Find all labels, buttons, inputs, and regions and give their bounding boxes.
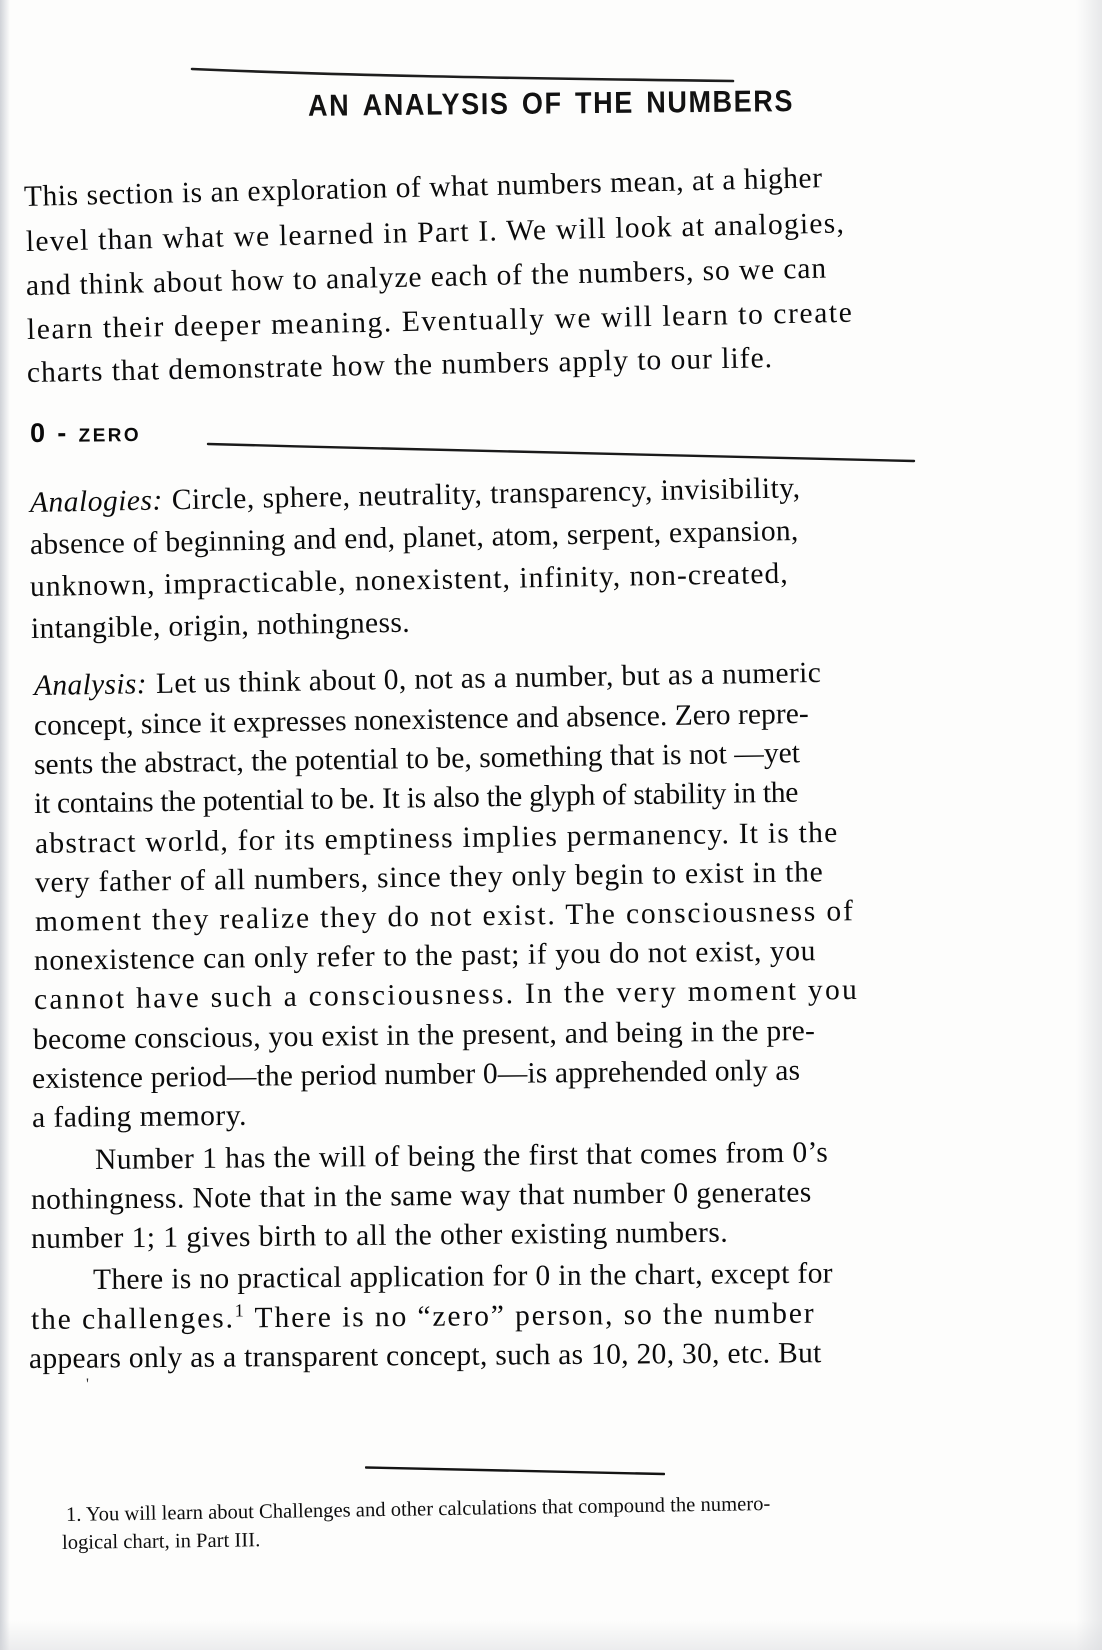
analysis-line: existence period—the period number 0—is apprehended only as bbox=[31, 1054, 801, 1095]
section-heading-zero bbox=[30, 417, 141, 449]
analogies-line bbox=[30, 474, 801, 518]
analogies-line: unknown, impracticable, nonexistent, infinity, non-created, bbox=[29, 557, 789, 603]
analysis-line-text: Let us think about 0, not as a number, but as a numeric bbox=[155, 656, 822, 700]
analysis-line: concept, since it expresses nonexistence and absence. Zero repre- bbox=[33, 697, 809, 742]
analogies-label: Analogies: bbox=[29, 484, 164, 519]
paragraph-three-line-with-footnote-marker bbox=[30, 1297, 816, 1336]
paragraph-two-line: Number 1 has the will of being the first that comes from 0’s bbox=[94, 1136, 829, 1176]
footnote-line: 1. You will learn about Challenges and other calculations that compound the numero- bbox=[65, 1492, 771, 1526]
section-heading-label: 0 - zero bbox=[29, 417, 142, 448]
paragraph-three-line: appears only as a transparent concept, such as 10, 20, 30, etc. But bbox=[28, 1337, 822, 1375]
analogies-line: intangible, origin, nothingness. bbox=[30, 606, 411, 645]
analogies-line: absence of beginning and end, planet, atom, serpent, expansion, bbox=[29, 514, 799, 561]
scan-artifact-mark: ' bbox=[86, 1376, 89, 1393]
section-heading-rule bbox=[206, 442, 916, 464]
analysis-line: very father of all numbers, since they only begin to exist in the bbox=[34, 856, 824, 899]
footnote-marker-superscript: 1 bbox=[234, 1300, 246, 1321]
analysis-line: it contains the potential to be. It is also the glyph of stability in the bbox=[33, 776, 799, 820]
intro-line: charts that demonstrate how the numbers apply to our life. bbox=[26, 342, 774, 389]
analysis-line: cannot have such a consciousness. In the very moment you bbox=[33, 973, 860, 1016]
analysis-line: a fading memory. bbox=[31, 1099, 248, 1134]
footnote-separator-rule bbox=[365, 1466, 665, 1476]
analysis-line: moment they realize they do not exist. The consciousness of bbox=[34, 895, 855, 938]
paragraph-two-line: nothingness. Note that in the same way that number 0 generates bbox=[30, 1176, 812, 1216]
analysis-label: Analysis: bbox=[33, 668, 148, 702]
analysis-line: become conscious, you exist in the present, and being in the pre- bbox=[32, 1014, 816, 1056]
paragraph-three-marker-line-start: the challenges. bbox=[30, 1302, 235, 1336]
intro-line: and think about how to analyze each of the numbers, so we can bbox=[25, 252, 828, 302]
analysis-line: nonexistence can only refer to the past; if you do not exist, you bbox=[33, 935, 817, 977]
intro-line: learn their deeper meaning. Eventually we will learn to create bbox=[26, 296, 854, 346]
page-gutter-shadow bbox=[0, 0, 10, 1650]
analysis-line bbox=[33, 656, 822, 702]
analysis-line: sents the abstract, the potential to be, something that is not —yet bbox=[33, 737, 801, 781]
paragraph-three-marker-line-end: There is no “zero” person, so the number bbox=[245, 1297, 816, 1335]
page-title-block bbox=[0, 73, 1102, 126]
paragraph-three-line: There is no practical application for 0 in the chart, except for bbox=[92, 1257, 834, 1296]
intro-line: This section is an exploration of what numbers mean, at a higher bbox=[23, 162, 823, 213]
analysis-line: abstract world, for its emptiness implies permanency. It is the bbox=[34, 816, 839, 860]
title-underline-rule bbox=[190, 66, 735, 84]
footnote-line: logical chart, in Part III. bbox=[61, 1529, 261, 1554]
page-bottom-shadow bbox=[0, 1620, 1102, 1650]
intro-line: level than what we learned in Part I. We will look at analogies, bbox=[25, 207, 846, 258]
analogies-line-text: Circle, sphere, neutrality, transparency, invisibility, bbox=[171, 472, 801, 517]
page-right-edge-shadow bbox=[1076, 0, 1102, 1650]
page-title: an analysis of the numbers bbox=[307, 73, 795, 126]
paragraph-two-line: number 1; 1 gives birth to all the other existing numbers. bbox=[30, 1216, 729, 1255]
